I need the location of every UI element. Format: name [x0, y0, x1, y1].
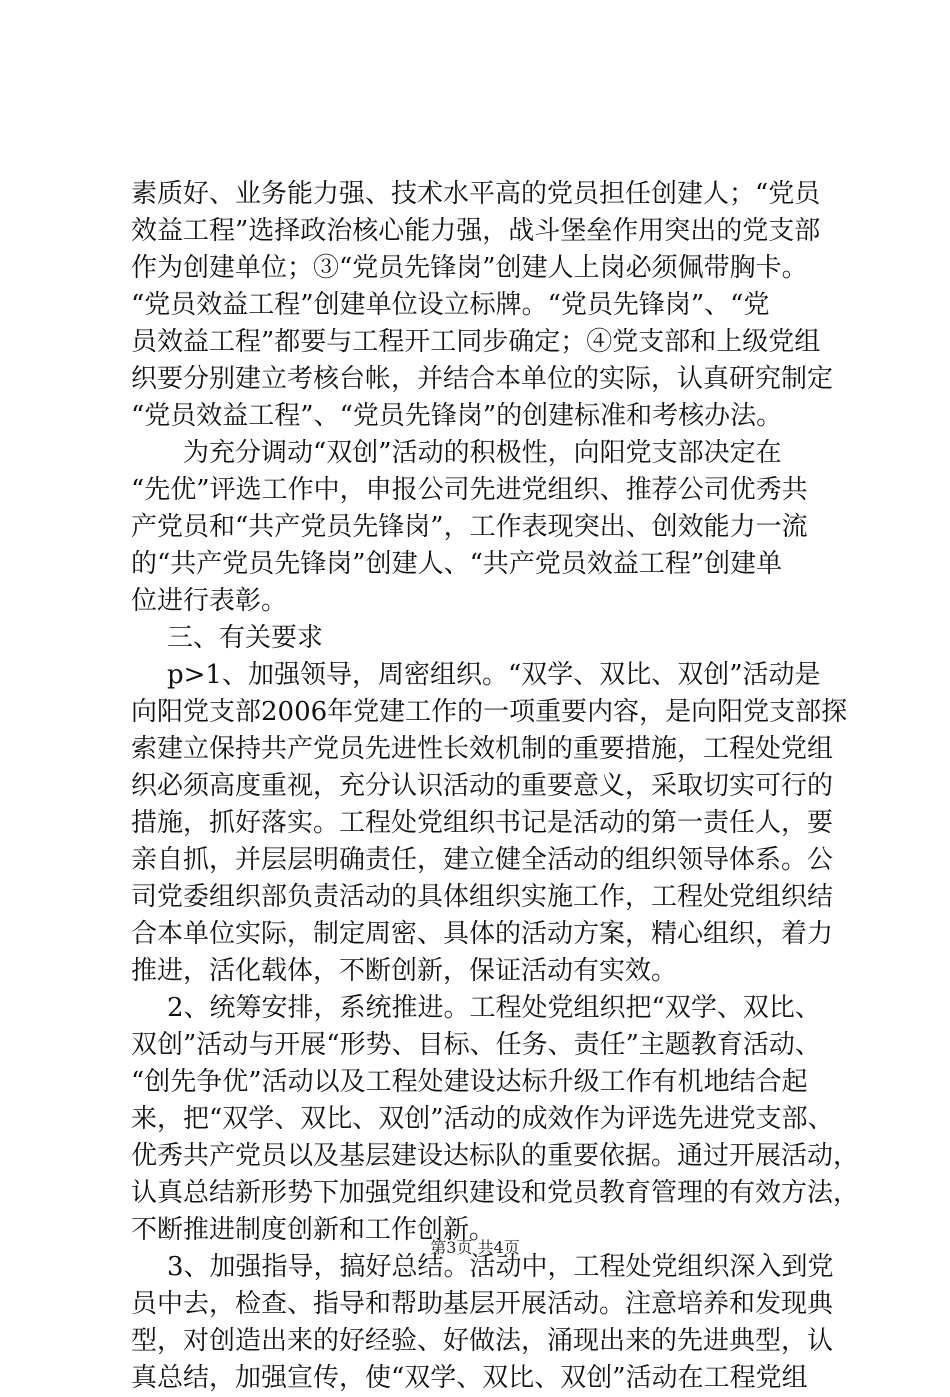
- text-line: 来，把“双学、双比、双创”活动的成效作为评选先进党支部、: [131, 1104, 834, 1134]
- text-line: 素质好、业务能力强、技术水平高的党员担任创建人；“党员: [131, 179, 821, 209]
- document-body: [131, 176, 860, 1397]
- page-number: 第3页 共4页: [430, 1238, 520, 1257]
- text-line: 为充分调动“双创”活动的积极性，向阳党支部决定在: [157, 438, 782, 468]
- section-heading: 三、有关要求: [167, 623, 324, 653]
- text-line: “先优”评选工作中，申报公司先进党组织、推荐公司优秀共: [131, 475, 808, 505]
- text-line: “党员效益工程”创建单位设立标牌。“党员先锋岗”、“党: [131, 290, 770, 320]
- text-line: 的“共产党员先锋岗”创建人、“共产党员效益工程”创建单: [131, 549, 783, 579]
- text-line: 优秀共产党员以及基层建设达标队的重要依据。通过开展活动，: [131, 1141, 860, 1171]
- text-line: 合本单位实际，制定周密、具体的活动方案，精心组织，着力: [131, 919, 834, 949]
- text-line: 推进，活化载体，不断创新，保证活动有实效。: [131, 956, 678, 986]
- text-line: 亲自抓，并层层明确责任，建立健全活动的组织领导体系。公: [131, 845, 834, 875]
- text-line: 索建立保持共产党员先进性长效机制的重要措施，工程处党组: [131, 734, 834, 764]
- text-line: 型，对创造出来的好经验、好做法，涌现出来的先进典型，认: [131, 1326, 834, 1356]
- text-line: 员效益工程”都要与工程开工同步确定；④党支部和上级党组: [131, 327, 821, 357]
- text-line: 位进行表彰。: [131, 586, 288, 616]
- text-line: 产党员和“共产党员先锋岗”，工作表现突出、创效能力一流: [131, 512, 808, 542]
- text-line: 向阳党支部2006年党建工作的一项重要内容，是向阳党支部探: [131, 697, 848, 727]
- text-line: 真总结，加强宣传，使“双学、双比、双创”活动在工程党组: [131, 1363, 808, 1393]
- text-line: 2、统筹安排，系统推进。工程处党组织把“双学、双比、: [167, 993, 821, 1023]
- text-line: “创先争优”活动以及工程处建设达标升级工作有机地结合起: [131, 1067, 808, 1097]
- text-line: 双创”活动与开展“形势、目标、任务、责任”主题教育活动、: [131, 1030, 821, 1060]
- text-line: 认真总结新形势下加强党组织建设和党员教育管理的有效方法，: [131, 1178, 860, 1208]
- text-line: 措施，抓好落实。工程处党组织书记是活动的第一责任人，要: [131, 808, 834, 838]
- text-line: 织必须高度重视，充分认识活动的重要意义，采取切实可行的: [131, 771, 834, 801]
- text-line: p>1、加强领导，周密组织。“双学、双比、双创”活动是: [167, 660, 821, 690]
- text-line: 司党委组织部负责活动的具体组织实施工作，工程处党组织结: [131, 882, 834, 912]
- text-line: 织要分别建立考核台帐，并结合本单位的实际，认真研究制定: [131, 364, 834, 394]
- text-line: 员中去，检查、指导和帮助基层开展活动。注意培养和发现典: [131, 1289, 834, 1319]
- text-line: 不断推进制度创新和工作创新。: [131, 1215, 496, 1245]
- text-line: 3、加强指导，搞好总结。活动中，工程处党组织深入到党: [167, 1252, 834, 1282]
- text-line: 作为创建单位；③“党员先锋岗”创建人上岗必须佩带胸卡。: [131, 253, 808, 283]
- text-line: 效益工程”选择政治核心能力强，战斗堡垒作用突出的党支部: [131, 216, 821, 246]
- text-line: “党员效益工程”、“党员先锋岗”的创建标准和考核办法。: [131, 401, 783, 431]
